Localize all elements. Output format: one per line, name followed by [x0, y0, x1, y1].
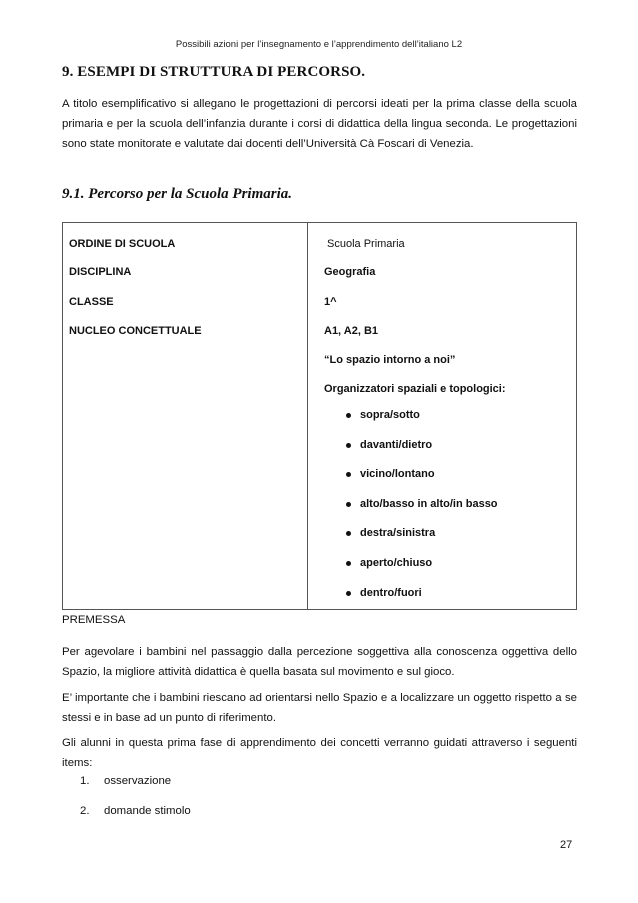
- running-header: Possibili azioni per l’insegnamento e l’apprendimento dell’italiano L2: [175, 39, 463, 50]
- bullet-icon: [346, 561, 351, 566]
- premessa-paragraph-1: Per agevolare i bambini nel passaggio dalla percezione soggettiva alla conoscenza oggettiva dello Spazio, la migliore attività didattica è quella basata sul movimento e sul gioco.: [62, 646, 577, 678]
- items-list: [80, 775, 191, 835]
- course-table: [62, 222, 577, 610]
- page-number: 27: [560, 839, 573, 851]
- premessa-paragraph-2: E’ importante che i bambini riescano ad orientarsi nello Spazio e a localizzare un oggetto rispetto a se stessi e in base ad un punto di riferimento.: [62, 692, 577, 724]
- list-item: destra/sinistra: [346, 527, 498, 557]
- section-title: 9. ESEMPI DI STRUTTURA DI PERCORSO.: [62, 64, 366, 80]
- premessa-heading: PREMESSA: [62, 614, 126, 626]
- list-item: dentro/fuori: [346, 587, 498, 617]
- list-item: vicino/lontano: [346, 468, 498, 498]
- table-value-levels: A1, A2, B1: [324, 325, 379, 337]
- table-label-ordine: ORDINE DI SCUOLA: [69, 238, 176, 250]
- table-label-nucleo: NUCLEO CONCETTUALE: [69, 325, 202, 337]
- bullet-icon: [346, 443, 351, 448]
- bullet-icon: [346, 531, 351, 536]
- subsection-title: 9.1. Percorso per la Scuola Primaria.: [62, 186, 293, 202]
- table-label-disciplina: DISCIPLINA: [69, 266, 132, 278]
- table-nucleo-title: “Lo spazio intorno a noi”: [324, 354, 456, 366]
- list-item: alto/basso in alto/in basso: [346, 498, 498, 528]
- premessa-paragraph-3: Gli alunni in questa prima fase di apprendimento dei concetti verranno guidati attraverso i seguenti items:: [62, 737, 577, 769]
- table-value-ordine: Scuola Primaria: [327, 238, 405, 250]
- bullet-icon: [346, 472, 351, 477]
- table-value-classe: 1^: [324, 296, 337, 308]
- table-value-disciplina: Geografia: [324, 266, 376, 278]
- table-organizzatori-label: Organizzatori spaziali e topologici:: [324, 383, 506, 395]
- bullet-icon: [346, 502, 351, 507]
- table-label-classe: CLASSE: [69, 296, 114, 308]
- organizzatori-list: [346, 409, 498, 616]
- list-item: davanti/dietro: [346, 439, 498, 469]
- list-item: aperto/chiuso: [346, 557, 498, 587]
- intro-paragraph: A titolo esemplificativo si allegano le progettazioni di percorsi ideati per la prima classe della scuola primaria e per la scuola dell’infanzia durante i corsi di didattica della lingua seconda. Le progettazioni sono state monitorate e valutate dai docenti dell’Università Cà Foscari di Venezia.: [62, 98, 577, 150]
- list-item: sopra/sotto: [346, 409, 498, 439]
- table-column-divider: [307, 223, 308, 609]
- list-item: 2. domande stimolo: [80, 805, 191, 817]
- bullet-icon: [346, 591, 351, 596]
- list-item: 1. osservazione: [80, 775, 172, 787]
- bullet-icon: [346, 413, 351, 418]
